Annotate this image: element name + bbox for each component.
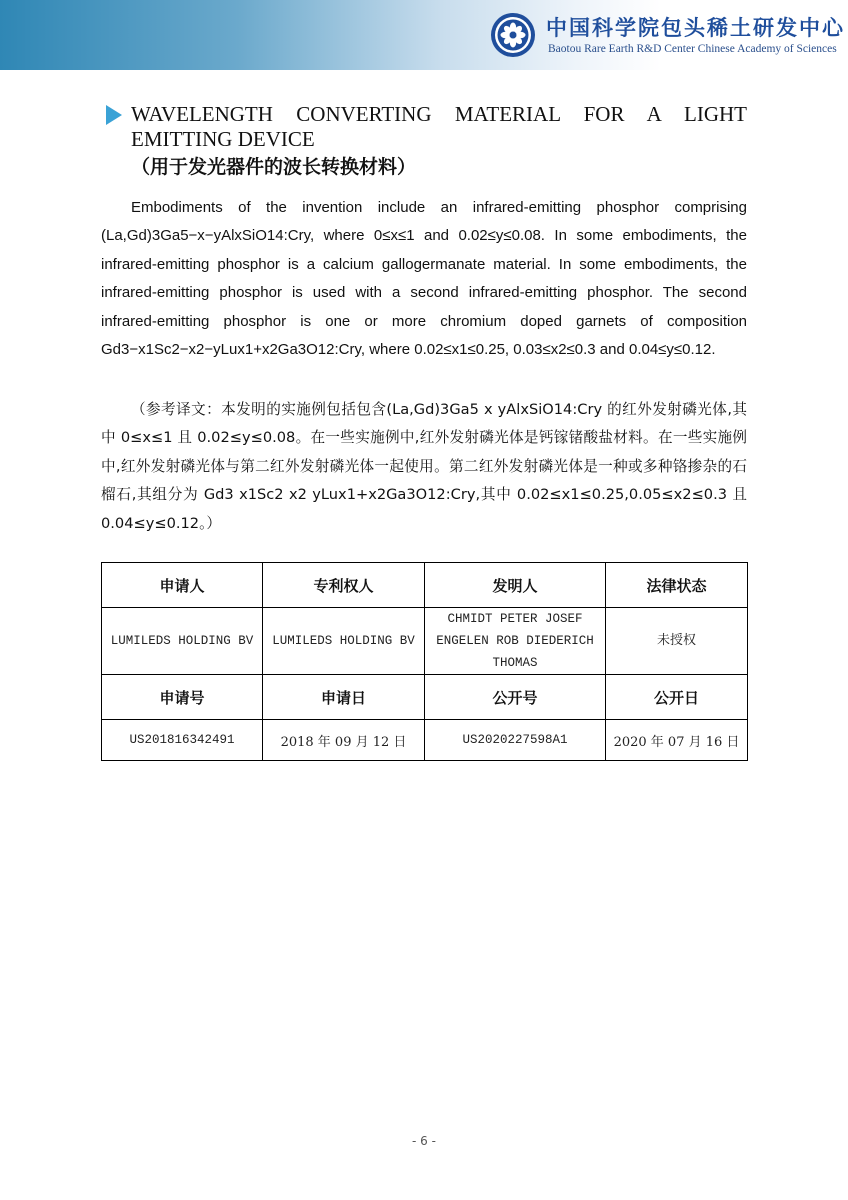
legal-status-value: 未授权: [606, 608, 748, 675]
publication-date-header: 公开日: [606, 675, 748, 720]
publication-date-value: 2020 年 07 月 16 日: [606, 720, 748, 761]
abstract-en: Embodiments of the invention include an infrared-emitting phosphor comprising (La,Gd)3Ga5−x−yAlxSiO14:Cry, where 0≤x≤1 and 0.02≤y≤0.08. In some embodiments, the infrared-emitting phosphor is a calcium gallogermanate material. In some embodiments, the infrared-emitting phosphor is used with a second infrared-emitting phosphor. The second infrared-emitting phosphor is one or more chromium doped garnets of composition Gd3−x1Sc2−x2−yLux1+x2Ga3O12:Cry, where 0.02≤x1≤0.25, 0.03≤x2≤0.3 and 0.04≤y≤0.12.: [101, 199, 747, 359]
table-header-row: [102, 563, 748, 608]
triangle-bullet-icon: [106, 105, 122, 125]
page-number: - 6 -: [412, 1134, 436, 1148]
org-name-en: Baotou Rare Earth R&D Center Chinese Academy of Sciences: [548, 43, 837, 55]
application-date-value: 2018 年 09 月 12 日: [263, 720, 425, 761]
applicant-value: LUMILEDS HOLDING BV: [102, 608, 263, 675]
org-name-cn: 中国科学院包头稀土研发中心: [546, 15, 845, 40]
application-number-header: 申请号: [102, 675, 263, 720]
inventor-value: CHMIDT PETER JOSEF ENGELEN ROB DIEDERICH THOMAS: [425, 608, 606, 675]
cas-flower-logo-icon: [490, 12, 536, 58]
table-row: [102, 720, 748, 761]
patent-info-table: [101, 562, 748, 761]
patent-title-en: WAVELENGTH CONVERTING MATERIAL FOR A LIGHT EMITTING DEVICE: [131, 102, 747, 151]
abstract-cn: （参考译文：本发明的实施例包括包含(La,Gd)3Ga5 x yAlxSiO14:Cry 的红外发射磷光体,其中 0≤x≤1 且 0.02≤y≤0.08。在一些实施例中,红外发射磷光体是钙镓锗酸盐材料。在一些实施例中,红外发射磷光体与第二红外发射磷光体一起使用。第二红外发射磷光体是一种或多种铬掺杂的石榴石,其组分为 Gd3 x1Sc2 x2 yLux1+x2Ga3O12:Cry,其中 0.02≤x1≤0.25,0.05≤x2≤0.3 且 0.04≤y≤0.12。）: [101, 401, 747, 532]
legal-status-header: 法律状态: [606, 563, 748, 608]
patent-title-cn: （用于发光器件的波长转换材料）: [131, 156, 417, 178]
application-number-value: US201816342491: [102, 720, 263, 761]
patentee-value: LUMILEDS HOLDING BV: [263, 608, 425, 675]
application-date-header: 申请日: [263, 675, 425, 720]
patentee-header: 专利权人: [263, 563, 425, 608]
inventor-header: 发明人: [425, 563, 606, 608]
publication-number-value: US2020227598A1: [425, 720, 606, 761]
table-row: [102, 608, 748, 675]
publication-number-header: 公开号: [425, 675, 606, 720]
applicant-header: 申请人: [102, 563, 263, 608]
table-header-row: [102, 675, 748, 720]
